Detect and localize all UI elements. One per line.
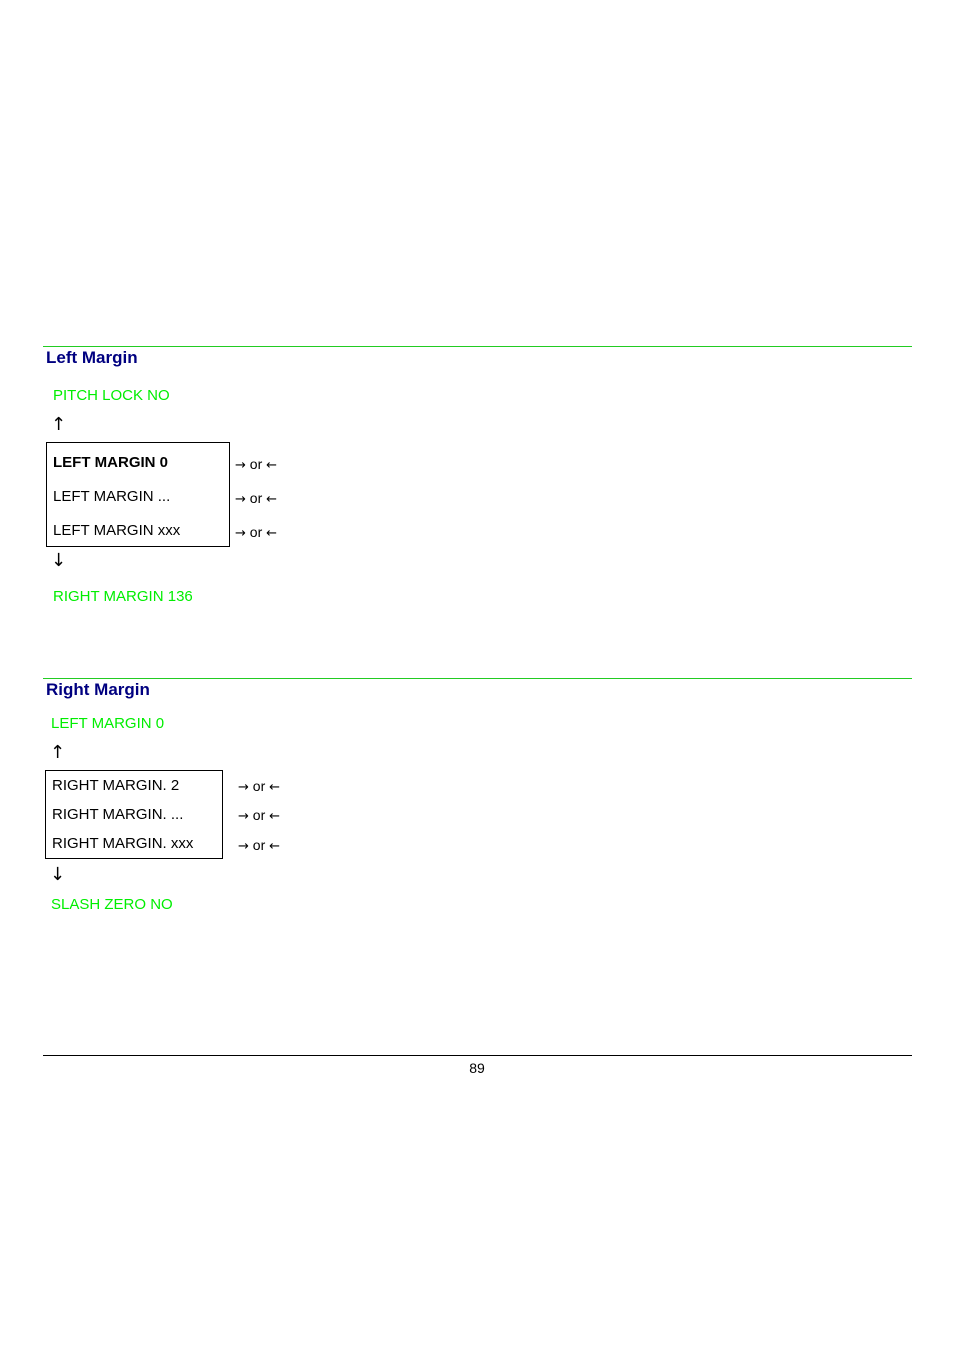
- right-arrow-icon: →: [238, 780, 249, 795]
- previous-menu-item: LEFT MARGIN 0: [51, 715, 165, 732]
- next-menu-item: RIGHT MARGIN 136: [53, 588, 193, 605]
- left-arrow-icon: ←: [269, 809, 281, 824]
- previous-menu-item: PITCH LOCK NO: [53, 387, 170, 404]
- nav-or-text: or: [249, 490, 263, 506]
- left-arrow-icon: ←: [266, 458, 278, 473]
- nav-or-text: or: [252, 837, 266, 853]
- next-menu-item: SLASH ZERO NO: [51, 896, 173, 913]
- option-navigation: [235, 524, 277, 541]
- nav-or-text: or: [252, 778, 266, 794]
- right-arrow-icon: →: [235, 526, 246, 541]
- left-arrow-icon: ←: [269, 780, 281, 795]
- up-arrow-icon: ↑: [50, 742, 66, 763]
- option-navigation: [238, 778, 280, 795]
- menu-option-left-margin-0: LEFT MARGIN 0: [53, 454, 168, 471]
- menu-option-right-margin-ellipsis: RIGHT MARGIN. ...: [52, 806, 184, 823]
- left-arrow-icon: ←: [266, 492, 278, 507]
- down-arrow-icon: ↓: [50, 864, 66, 885]
- section-heading-left-margin: Left Margin: [46, 348, 138, 367]
- nav-or-text: or: [249, 524, 263, 540]
- nav-or-text: or: [252, 807, 266, 823]
- section-divider-right-margin: [43, 678, 912, 679]
- menu-option-left-margin-xxx: LEFT MARGIN xxx: [53, 522, 181, 539]
- option-navigation: [235, 456, 277, 473]
- option-navigation: [235, 490, 277, 507]
- menu-option-left-margin-ellipsis: LEFT MARGIN ...: [53, 488, 171, 505]
- nav-or-text: or: [249, 456, 263, 472]
- page-number: 89: [469, 1060, 485, 1076]
- menu-option-right-margin-xxx: RIGHT MARGIN. xxx: [52, 835, 194, 852]
- right-arrow-icon: →: [235, 492, 246, 507]
- menu-option-right-margin-2: RIGHT MARGIN. 2: [52, 777, 180, 794]
- right-arrow-icon: →: [238, 809, 249, 824]
- left-margin-options-box: [46, 442, 230, 547]
- right-arrow-icon: →: [238, 839, 249, 854]
- down-arrow-icon: ↓: [51, 550, 67, 571]
- right-margin-options-box: [45, 770, 223, 859]
- right-arrow-icon: →: [235, 458, 246, 473]
- section-heading-right-margin: Right Margin: [46, 680, 150, 699]
- option-navigation: [238, 837, 280, 854]
- left-arrow-icon: ←: [266, 526, 278, 541]
- up-arrow-icon: ↑: [51, 414, 67, 435]
- option-navigation: [238, 807, 280, 824]
- footer-divider: [43, 1055, 912, 1056]
- section-divider-left-margin: [43, 346, 912, 347]
- left-arrow-icon: ←: [269, 839, 281, 854]
